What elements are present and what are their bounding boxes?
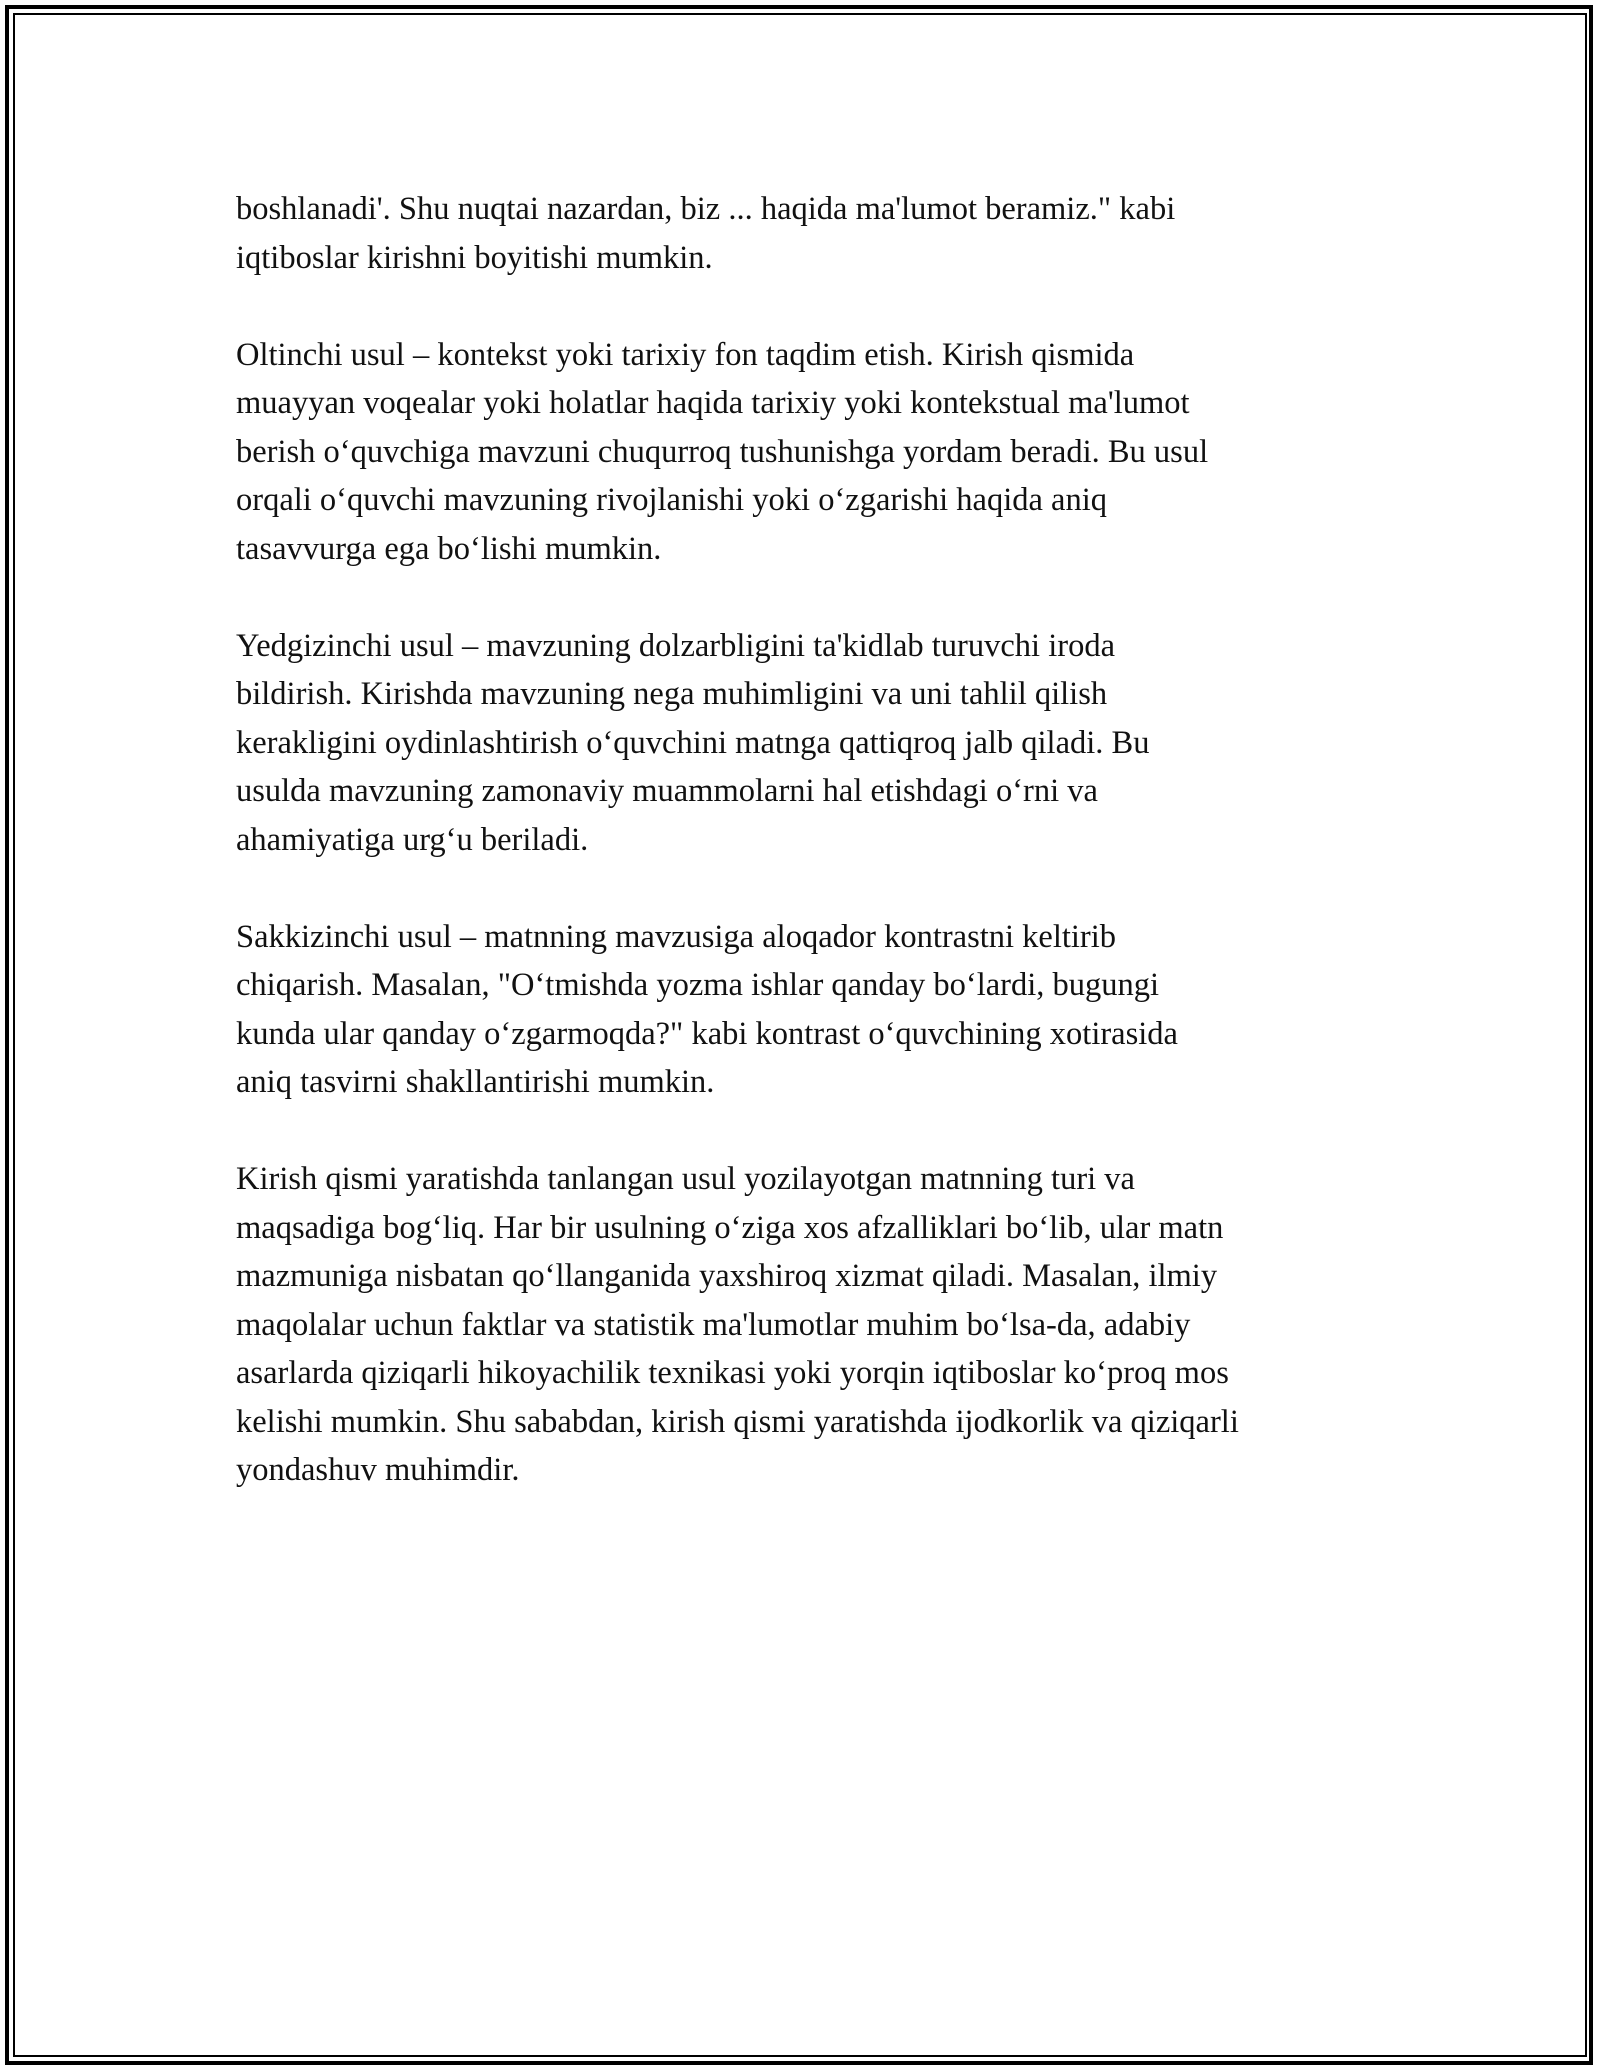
text-line: aniq tasvirni shakllantirishi mumkin. bbox=[236, 1064, 715, 1100]
text-line: maqsadiga bog‘liq. Har bir usulning o‘ziga xos afzalliklari bo‘lib, ular matn bbox=[236, 1209, 1224, 1246]
paragraph-2 bbox=[236, 331, 1396, 574]
text-line: chiqarish. Masalan, "O‘tmishda yozma ishlar qanday bo‘lardi, bugungi bbox=[236, 967, 1160, 1003]
text-line: maqolalar uchun faktlar va statistik ma'lumotlar muhim bo‘lsa-da, adabiy bbox=[236, 1306, 1191, 1343]
text-line: ahamiyatiga urg‘u beriladi. bbox=[236, 821, 589, 858]
text-line: Sakkizinchi usul – matnning mavzusiga aloqador kontrastni keltirib bbox=[236, 918, 1117, 955]
text-line: kunda ular qanday o‘zgarmoqda?" kabi kontrast o‘quvchining xotirasida bbox=[236, 1015, 1178, 1052]
text-line: Kirish qismi yaratishda tanlangan usul yozilayotgan matnning turi va bbox=[236, 1161, 1135, 1197]
text-line: kelishi mumkin. Shu sababdan, kirish qismi yaratishda ijodkorlik va qiziqarli bbox=[236, 1403, 1239, 1440]
text-line: Yedgizinchi usul – mavzuning dolzarbligini ta'kidlab turuvchi iroda bbox=[236, 627, 1115, 664]
paragraph-5 bbox=[236, 1155, 1396, 1495]
document-body bbox=[236, 185, 1396, 1543]
text-line: Oltinchi usul – kontekst yoki tarixiy fon taqdim etish. Kirish qismida bbox=[236, 336, 1135, 373]
text-line: muayyan voqealar yoki holatlar haqida tarixiy yoki kontekstual ma'lumot bbox=[236, 385, 1190, 421]
text-line: asarlarda qiziqarli hikoyachilik texnikasi yoki yorqin iqtiboslar ko‘proq mos bbox=[236, 1355, 1229, 1391]
text-line: yondashuv muhimdir. bbox=[236, 1452, 520, 1488]
text-line: kerakligini oydinlashtirish o‘quvchini matnga qattiqroq jalb qiladi. Bu bbox=[236, 724, 1150, 761]
text-line: orqali o‘quvchi mavzuning rivojlanishi yoki o‘zgarishi haqida aniq bbox=[236, 482, 1107, 518]
text-line: iqtiboslar kirishni boyitishi mumkin. bbox=[236, 239, 713, 276]
text-line: berish o‘quvchiga mavzuni chuqurroq tushunishga yordam beradi. Bu usul bbox=[236, 433, 1209, 470]
paragraph-1 bbox=[236, 185, 1396, 282]
paragraph-4 bbox=[236, 913, 1396, 1107]
text-line: mazmuniga nisbatan qo‘llanganida yaxshiroq xizmat qiladi. Masalan, ilmiy bbox=[236, 1258, 1218, 1294]
text-line: tasavvurga ega bo‘lishi mumkin. bbox=[236, 530, 662, 567]
text-line: usulda mavzuning zamonaviy muammolarni hal etishdagi o‘rni va bbox=[236, 773, 1098, 809]
text-line: bildirish. Kirishda mavzuning nega muhimligini va uni tahlil qilish bbox=[236, 676, 1108, 712]
text-line: boshlanadi'. Shu nuqtai nazardan, biz ... haqida ma'lumot beramiz." kabi bbox=[236, 191, 1176, 227]
paragraph-3 bbox=[236, 622, 1396, 865]
